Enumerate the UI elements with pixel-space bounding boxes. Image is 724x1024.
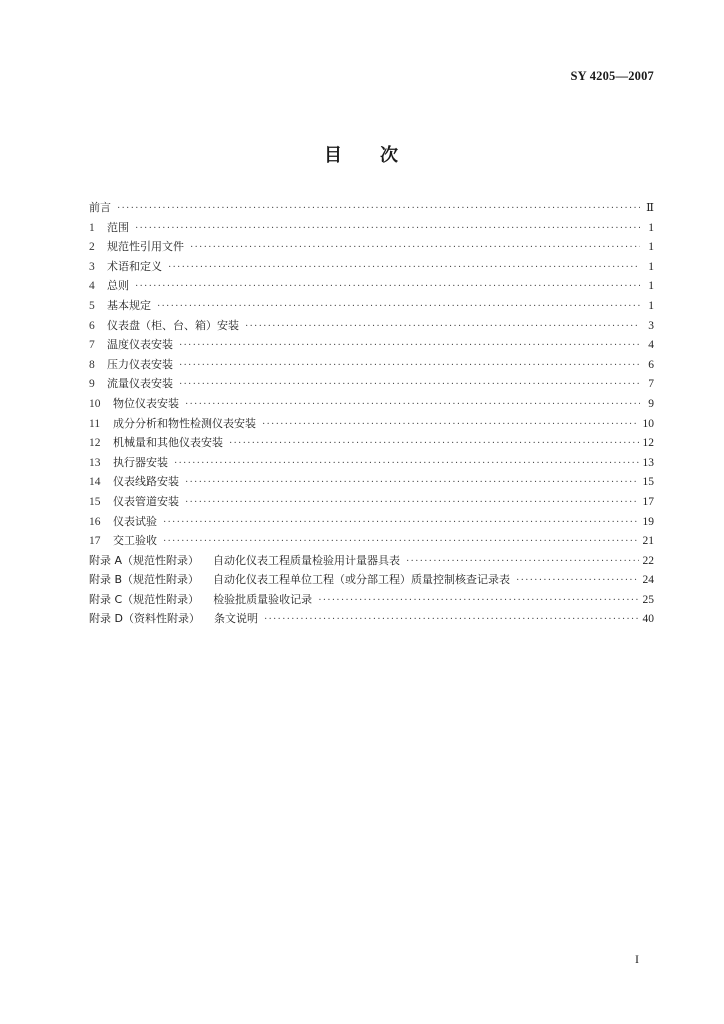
toc-dot-leader [185, 395, 640, 415]
toc-dot-leader [117, 199, 640, 219]
toc-entry[interactable] [89, 198, 654, 218]
toc-entry-label: 物位仪表安装 [113, 396, 179, 410]
toc-entry[interactable] [89, 590, 654, 610]
toc-entry-label: 流量仪表安装 [107, 377, 173, 391]
toc-entry-page: 13 [642, 456, 654, 469]
title-char-right: 次 [380, 145, 400, 166]
toc-entry[interactable] [89, 218, 654, 238]
toc-dot-leader [135, 277, 640, 297]
toc-entry-number: 11 [89, 417, 101, 430]
toc-dot-leader [264, 610, 639, 630]
toc-entry-page: 15 [642, 476, 654, 489]
toc-entry-page: 12 [642, 437, 654, 450]
toc-entry-page: 17 [642, 495, 654, 508]
toc-entry-number: 7 [89, 339, 95, 352]
toc-dot-leader [406, 552, 638, 572]
toc-entry-subtitle: 检验批质量验收记录 [213, 592, 313, 606]
toc-entry-label: 范围 [107, 220, 129, 234]
toc-entry-subtitle: 自动化仪表工程质量检验用计量器具表 [213, 553, 401, 567]
toc-entry-label: 执行器安装 [113, 455, 168, 469]
toc-entry-page: 3 [648, 319, 654, 332]
toc-entry-page: Ⅱ [646, 202, 654, 214]
toc-entry-page: 1 [648, 221, 654, 234]
toc-entry-label: 仪表盘（柜、台、箱）安装 [107, 318, 239, 332]
toc-entry[interactable] [89, 374, 654, 394]
toc-entry[interactable] [89, 531, 654, 551]
toc-entry-page: 1 [648, 260, 654, 273]
toc-entry-label: 附录 D（资料性附录） [89, 612, 200, 626]
toc-dot-leader [262, 415, 639, 435]
toc-dot-leader [245, 317, 640, 337]
toc-dot-leader [190, 238, 640, 258]
toc-entry[interactable] [89, 394, 654, 414]
toc-dot-leader [179, 356, 640, 376]
toc-entry-number: 2 [89, 241, 95, 254]
toc-dot-leader [229, 434, 639, 454]
toc-entry-label: 仪表线路安装 [113, 475, 179, 489]
toc-entry-label: 仪表管道安装 [113, 494, 179, 508]
standard-code: SY 4205—2007 [570, 69, 654, 83]
toc-entry-page: 1 [648, 299, 654, 312]
toc-entry-label: 前言 [89, 201, 111, 214]
toc-dot-leader [157, 297, 640, 317]
toc-entry-page: 4 [648, 339, 654, 352]
toc-entry-label: 附录 C（规范性附录） [89, 592, 200, 606]
toc-entry-number: 13 [89, 456, 101, 469]
toc-entry-number: 6 [89, 319, 95, 332]
toc-entry-number: 16 [89, 515, 101, 528]
toc-entry-number: 12 [89, 437, 101, 450]
toc-entry-number: 5 [89, 299, 95, 312]
toc-entry[interactable] [89, 570, 654, 590]
page-number: I [635, 952, 639, 966]
toc-dot-leader [179, 375, 640, 395]
toc-entry[interactable] [89, 551, 654, 571]
toc-entry-number: 4 [89, 280, 95, 293]
toc-entry-page: 1 [648, 280, 654, 293]
title-char-left: 目 [324, 145, 344, 166]
toc-entry-label: 机械量和其他仪表安装 [113, 436, 223, 450]
toc-entry-page: 19 [642, 515, 654, 528]
toc-entry-page: 7 [648, 378, 654, 391]
toc-entry-number: 8 [89, 358, 95, 371]
toc-entry[interactable] [89, 316, 654, 336]
toc-dot-leader [179, 336, 640, 356]
toc-entry[interactable] [89, 512, 654, 532]
toc-entry[interactable] [89, 355, 654, 375]
toc-entry-page: 40 [642, 613, 654, 626]
toc-entry-label: 规范性引用文件 [107, 240, 184, 254]
toc-entry[interactable] [89, 492, 654, 512]
toc-entry-label: 成分分析和物性检测仪表安装 [113, 416, 256, 430]
toc-entry[interactable] [89, 335, 654, 355]
toc-dot-leader [135, 219, 640, 239]
toc-entry-subtitle: 自动化仪表工程单位工程（或分部工程）质量控制核查记录表 [213, 573, 511, 587]
toc-dot-leader [318, 591, 638, 611]
toc-entry-label: 术语和定义 [107, 259, 162, 273]
toc-entry[interactable] [89, 453, 654, 473]
toc-entry-subtitle: 条文说明 [213, 612, 258, 626]
toc-entry[interactable] [89, 472, 654, 492]
toc-entry-number: 3 [89, 260, 95, 273]
toc-dot-leader [516, 571, 638, 591]
toc-entry-number: 17 [89, 535, 101, 548]
toc-entry-page: 9 [648, 397, 654, 410]
toc-entry-page: 21 [642, 535, 654, 548]
table-of-contents [89, 198, 654, 629]
toc-entry-number: 1 [89, 221, 95, 234]
toc-entry[interactable] [89, 433, 654, 453]
toc-entry-label: 仪表试验 [113, 514, 157, 528]
toc-entry[interactable] [89, 257, 654, 277]
toc-entry-page: 10 [642, 417, 654, 430]
toc-dot-leader [168, 258, 640, 278]
toc-entry[interactable] [89, 609, 654, 629]
toc-dot-leader [185, 473, 639, 493]
toc-dot-leader [163, 532, 639, 552]
toc-dot-leader [163, 513, 639, 533]
page-title [0, 141, 724, 167]
toc-entry-number: 10 [89, 397, 101, 410]
toc-entry-label: 压力仪表安装 [107, 357, 173, 371]
toc-entry-label: 基本规定 [107, 298, 151, 312]
toc-entry[interactable] [89, 296, 654, 316]
toc-entry[interactable] [89, 414, 654, 434]
toc-entry-label: 附录 B（规范性附录） [89, 573, 200, 587]
toc-entry-label: 温度仪表安装 [107, 338, 173, 352]
toc-entry-number: 14 [89, 476, 101, 489]
toc-entry-label: 附录 A（规范性附录） [89, 553, 200, 567]
toc-entry-label: 总则 [107, 279, 129, 293]
toc-entry-page: 22 [642, 554, 654, 567]
toc-entry[interactable] [89, 276, 654, 296]
toc-entry-number: 9 [89, 378, 95, 391]
toc-dot-leader [174, 454, 639, 474]
toc-entry-page: 24 [642, 574, 654, 587]
toc-entry[interactable] [89, 237, 654, 257]
toc-dot-leader [185, 493, 639, 513]
toc-entry-number: 15 [89, 495, 101, 508]
toc-entry-page: 25 [642, 593, 654, 606]
toc-entry-page: 1 [648, 241, 654, 254]
toc-entry-label: 交工验收 [113, 534, 157, 548]
toc-entry-page: 6 [648, 358, 654, 371]
